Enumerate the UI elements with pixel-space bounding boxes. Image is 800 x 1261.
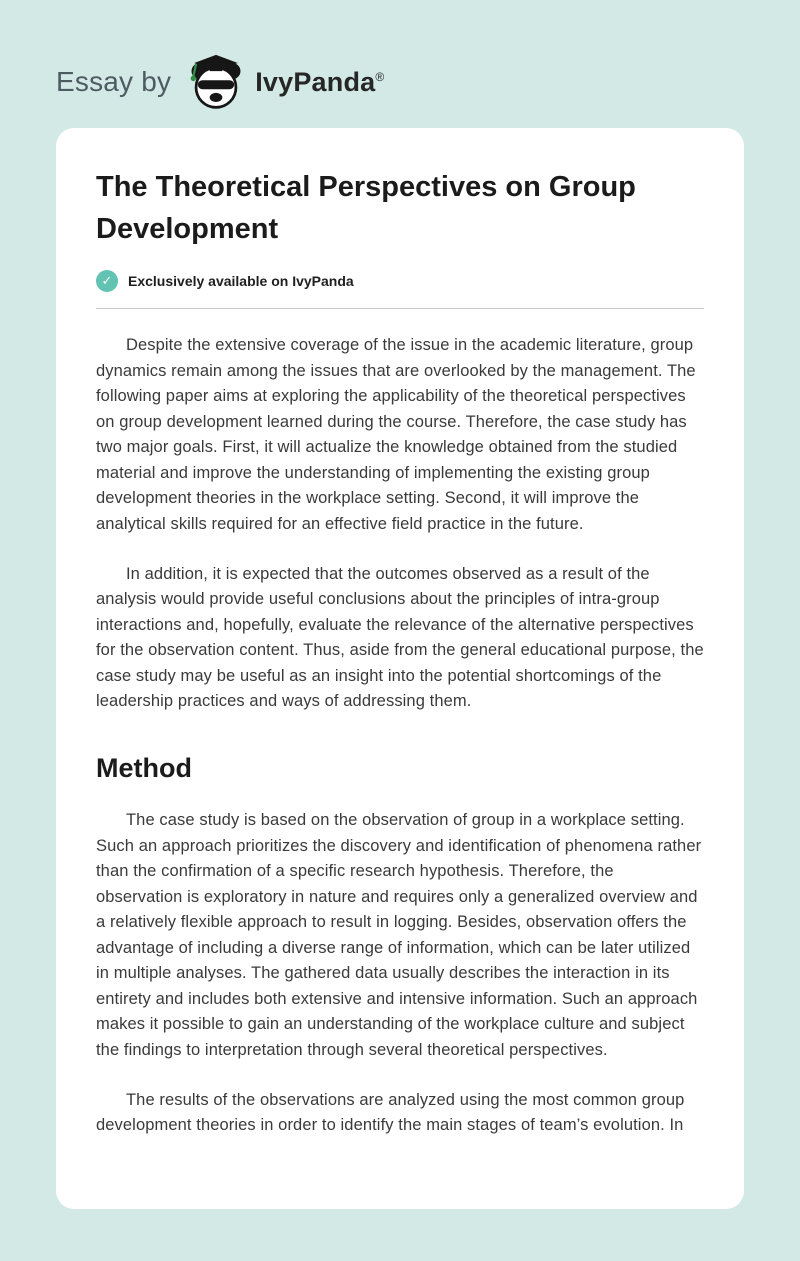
brand-name: IvyPanda® [255, 66, 385, 97]
registered-mark: ® [375, 69, 385, 84]
essay-card [56, 128, 744, 1209]
check-icon: ✓ [96, 270, 118, 292]
method-heading: Method [96, 752, 192, 783]
essay-title: The Theoretical Perspectives on Group Development [96, 171, 636, 246]
intro-paragraph-1: Despite the extensive coverage of the issue in the academic literature, group dynamics remain among the issues that are overlooked by the management. The following paper aims at exploring the applicability of the theoretical perspectives on group development learned during the course. Therefore, the case study has two major goals. First, it will actualize the knowledge obtained from the studied material and improve the understanding of implementing the existing group development theories in the workplace setting. Second, it will improve the analytical skills required for an effective field practice in the future. [96, 336, 696, 534]
intro-paragraph-2: In addition, it is expected that the outcomes observed as a result of the analysis would provide useful conclusions about the principles of intra-group interactions and, hopefully, evaluate the relevance of the alternative perspectives for the observation content. Thus, aside from the general educational purpose, the case study may be useful as an insight into the potential shortcomings of the leadership practices and ways of addressing them. [96, 564, 704, 711]
panda-graduate-icon [187, 53, 245, 111]
site-header [0, 0, 800, 118]
availability-badge [96, 270, 704, 292]
method-paragraph-1: The case study is based on the observation of group in a workplace setting. Such an approach prioritizes the discovery and identification of phenomena rather than the confirmation of a specific research hypothesis. Therefore, the observation is exploratory in nature and requires only a generalized overview and a relatively flexible approach to result in logging. Besides, observation offers the advantage of including a diverse range of information, which can be later utilized in multiple analyses. The gathered data usually describes the interaction in its entirety and includes both extensive and intensive information. Such an approach makes it possible to gain an understanding of the workplace culture and subject the findings to interpretation through several theoretical perspectives. [96, 810, 702, 1060]
method-paragraph-2: The results of the observations are analyzed using the most common group development theories in order to identify the main stages of team’s evolution. In [96, 1090, 685, 1135]
availability-badge-label: Exclusively available on IvyPanda [128, 273, 354, 290]
essay-by-label: Essay by [56, 66, 172, 97]
ivypanda-logo [187, 53, 384, 111]
divider [96, 308, 704, 309]
